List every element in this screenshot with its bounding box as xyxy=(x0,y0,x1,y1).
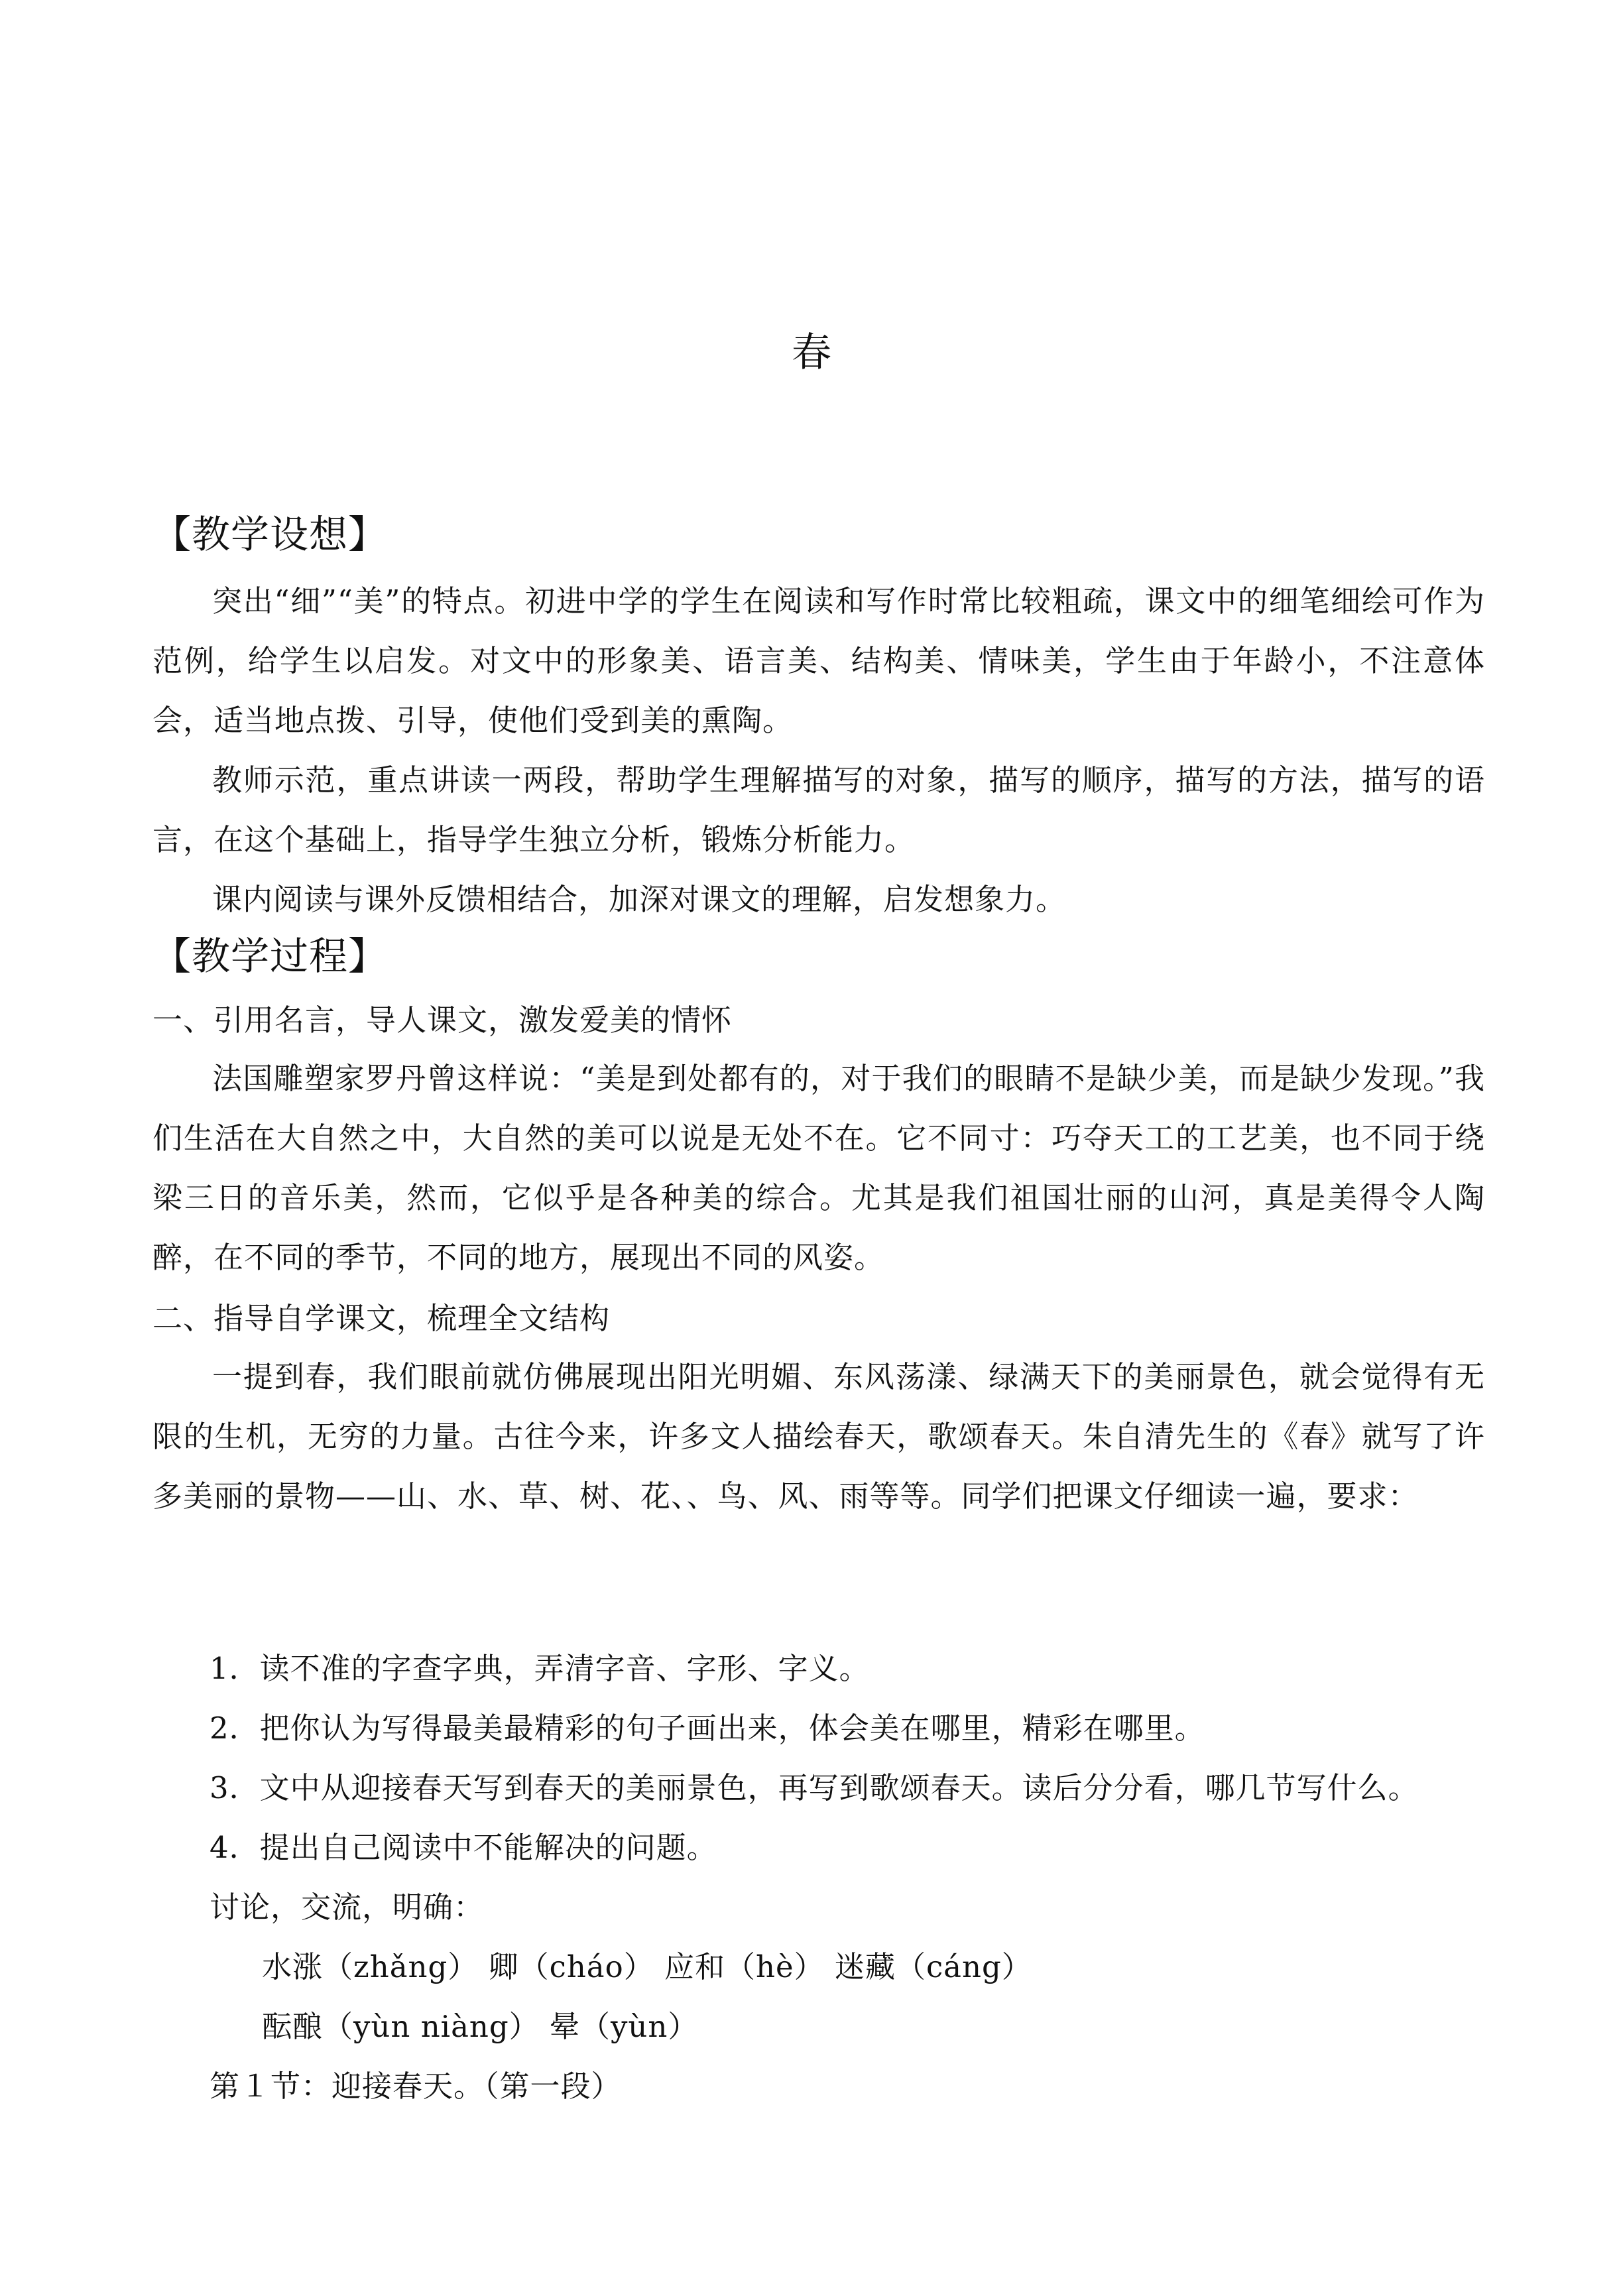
section-1-line: 第１节：迎接春天。（第一段） xyxy=(210,2069,622,2104)
design-paragraph-3: 课内阅读与课外反馈相结合，加深对课文的理解，启发想象力。 xyxy=(212,882,1067,917)
design-paragraph-2: 教师示范，重点讲读一两段，帮助学生理解描写的对象，描写的顺序，描写的方法，描写的语言，在这个基础上，指导学生独立分析，锻炼分析能力。 xyxy=(152,762,1485,857)
step-2-title: 二、指导自学课文，梳理全文结构 xyxy=(152,1301,611,1336)
step-1-title: 一、引用名言，导人课文，激发爱美的情怀 xyxy=(152,1002,733,1038)
design-paragraph-1: 突出“细”“美”的特点。初进中学的学生在阅读和写作时常比较粗疏，课文中的细笔细绘可作为范例，给学生以启发。对文中的形象美、语言美、结构美、情味美，学生由于年龄小，不注意体会，适当地点拨、引导，使他们受到美的熏陶。 xyxy=(152,583,1485,738)
discussion-line: 讨论，交流，明确： xyxy=(210,1890,485,1925)
requirement-4: 4．提出自己阅读中不能解决的问题。 xyxy=(210,1830,717,1865)
step-1-paragraph: 法国雕塑家罗丹曾这样说：“美是到处都有的，对于我们的眼睛不是缺少美，而是缺少发现。”我们生活在大自然之中，大自然的美可以说是无处不在。它不同寸：巧夺天工的工艺美，也不同于绕梁三日的音乐美，然而，它似乎是各种美的综合。尤其是我们祖国壮丽的山河，真是美得令人陶醉，在不同的季节，不同的地方，展现出不同的风姿。 xyxy=(152,1061,1485,1275)
pinyin-line-2: 酝酿（yùn niàng） 晕（yùn） xyxy=(262,2009,699,2044)
document-title: 春 xyxy=(792,330,831,376)
teaching-design-heading: 【教学设想】 xyxy=(152,512,388,557)
pinyin-line-1: 水涨（zhǎng） 卿（cháo） 应和（hè） 迷藏（cáng） xyxy=(262,1949,1032,1984)
step-2-paragraph: 一提到春，我们眼前就仿佛展现出阳光明媚、东风荡漾、绿满天下的美丽景色，就会觉得有无限的生机，无穷的力量。古往今来，许多文人描绘春天，歌颂春天。朱自清先生的《春》就写了许多美丽的景物——山、水、草、树、花、、鸟、风、雨等等。同学们把课文仔细读一遍，要求： xyxy=(152,1359,1485,1514)
requirement-2: 2．把你认为写得最美最精彩的句子画出来，体会美在哪里，精彩在哪里。 xyxy=(210,1711,1205,1746)
requirement-1: 1．读不准的字查字典，弄清字音、字形、字义。 xyxy=(210,1651,870,1686)
teaching-process-heading: 【教学过程】 xyxy=(152,934,388,979)
requirement-3: 3．文中从迎接春天写到春天的美丽景色，再写到歌颂春天。读后分分看，哪几节写什么。 xyxy=(210,1770,1419,1805)
